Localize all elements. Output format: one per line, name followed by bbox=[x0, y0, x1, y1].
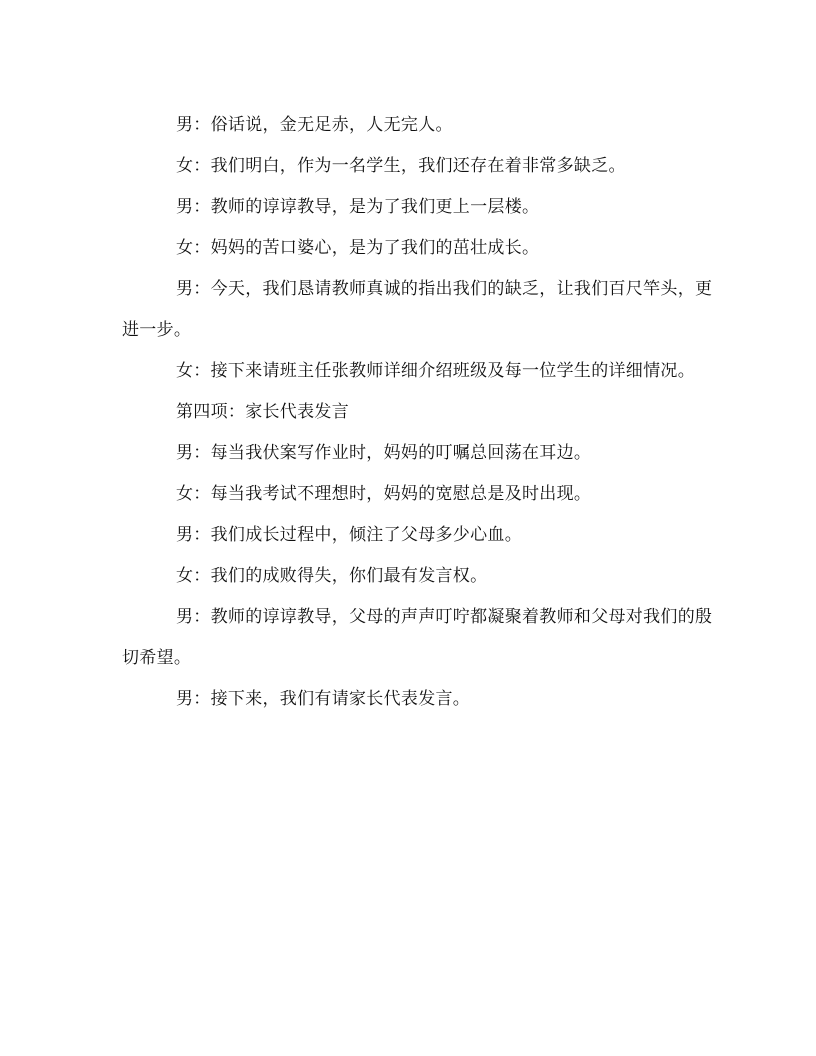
paragraph-10: 男：我们成长过程中，倾注了父母多少心血。 bbox=[176, 525, 522, 545]
paragraph-1: 男：俗话说，金无足赤，人无完人。 bbox=[176, 115, 453, 135]
paragraph-12: 男：教师的谆谆教导，父母的声声叮咛都凝聚着教师和父母对我们的殷切希望。 bbox=[122, 607, 713, 668]
paragraph-6: 女：接下来请班主任张教师详细介绍班级及每一位学生的详细情况。 bbox=[176, 361, 695, 381]
paragraph-5: 男：今天，我们恳请教师真诚的指出我们的缺乏，让我们百尺竿头，更进一步。 bbox=[122, 279, 713, 340]
paragraph-11: 女：我们的成败得失，你们最有发言权。 bbox=[176, 566, 488, 586]
document-body bbox=[122, 105, 722, 720]
paragraph-3: 男：教师的谆谆教导，是为了我们更上一层楼。 bbox=[176, 197, 540, 217]
paragraph-4: 女：妈妈的苦口婆心，是为了我们的茁壮成长。 bbox=[176, 238, 540, 258]
section-heading: 第四项：家长代表发言 bbox=[176, 402, 349, 422]
paragraph-9: 女：每当我考试不理想时，妈妈的宽慰总是及时出现。 bbox=[176, 484, 592, 504]
paragraph-2: 女：我们明白，作为一名学生，我们还存在着非常多缺乏。 bbox=[176, 156, 626, 176]
paragraph-8: 男：每当我伏案写作业时，妈妈的叮嘱总回荡在耳边。 bbox=[176, 443, 592, 463]
paragraph-13: 男：接下来，我们有请家长代表发言。 bbox=[176, 689, 471, 709]
